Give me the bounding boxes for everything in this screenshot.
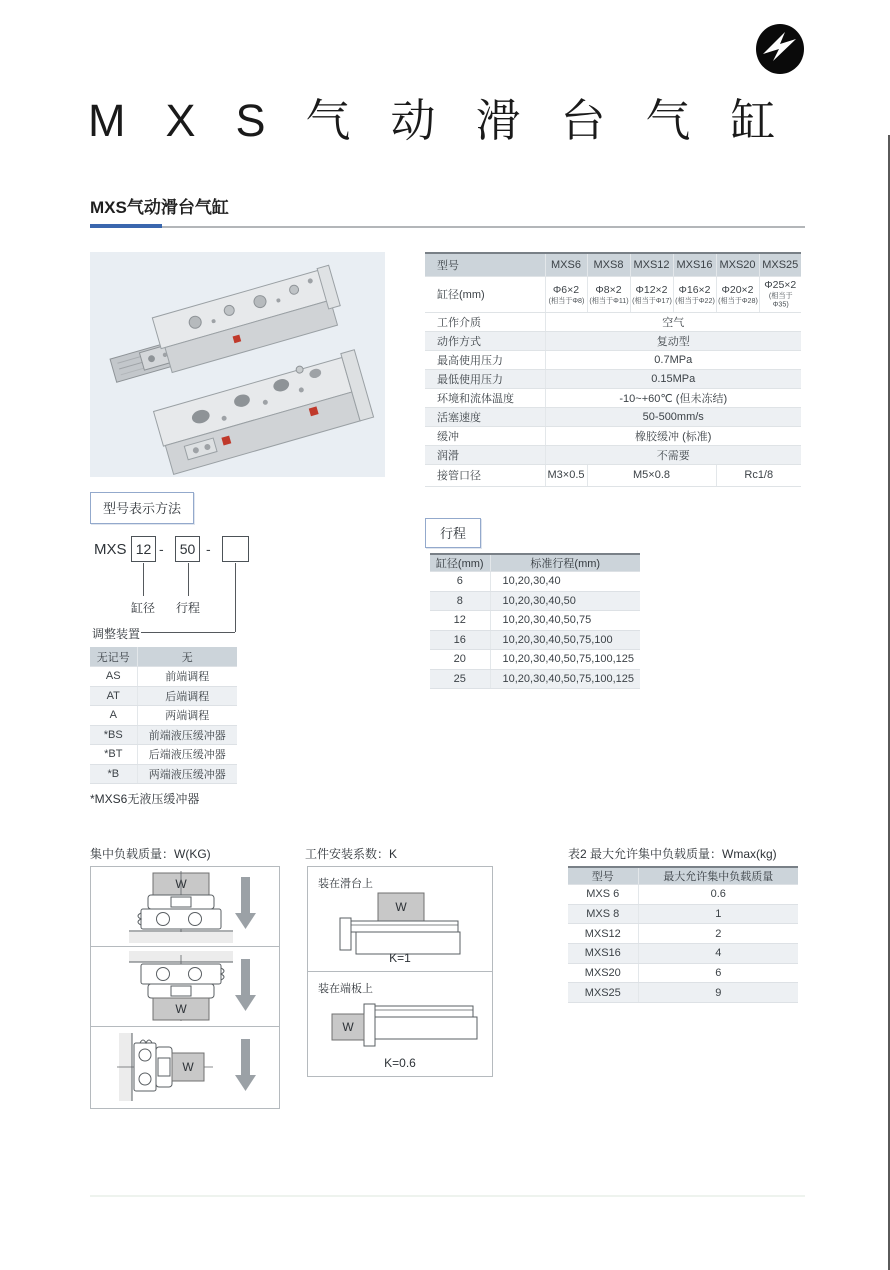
load-diagram-top bbox=[91, 867, 279, 947]
port-m3: M3×0.5 bbox=[545, 464, 587, 486]
adjuster-row: *BT 后端液压缓冲器 bbox=[90, 745, 237, 765]
adjuster-row: AS 前端调程 bbox=[90, 667, 237, 687]
lightning-logo-icon bbox=[755, 23, 805, 75]
svg-text:W: W bbox=[175, 1002, 187, 1016]
model-mxs12: MXS12 bbox=[630, 253, 673, 276]
bore-row bbox=[425, 276, 801, 312]
svg-text:W: W bbox=[182, 1060, 194, 1074]
bore-cell: Φ8×2 (相当于Φ11) bbox=[587, 276, 630, 312]
load-section-title: 集中负载质量：W(KG) bbox=[90, 847, 211, 861]
bore-cell: Φ25×2 (相当于Φ35) bbox=[759, 276, 801, 312]
stroke-title-box bbox=[425, 518, 481, 548]
stroke-header-row: 缸径(mm) 标准行程(mm) bbox=[430, 554, 640, 572]
leader-line bbox=[188, 563, 189, 596]
slide-cylinder-illustration bbox=[90, 252, 385, 477]
spec-row: 工作介质 空气 bbox=[425, 312, 801, 331]
heading-rule-blue bbox=[90, 224, 162, 228]
page-title: MXS气动滑台气缸 bbox=[88, 95, 816, 146]
wmax-header-row: 型号 最大允许集中负载质量 bbox=[568, 867, 798, 885]
model-designation-title-box bbox=[90, 492, 194, 524]
spec-row: 润滑 不需要 bbox=[425, 445, 801, 464]
spec-row: 缓冲 橡胶缓冲 (标准) bbox=[425, 426, 801, 445]
adjuster-row: AT 后端调程 bbox=[90, 686, 237, 706]
load-diagrams bbox=[90, 866, 280, 1109]
adjuster-code-box bbox=[222, 536, 249, 562]
load-diagram-bottom bbox=[91, 947, 279, 1027]
bore-cell: Φ6×2 (相当于Φ8) bbox=[545, 276, 587, 312]
stroke-row: 6 10,20,30,40 bbox=[430, 572, 640, 592]
stroke-code-label: 行程 bbox=[176, 601, 201, 615]
spec-row: 动作方式 复动型 bbox=[425, 331, 801, 350]
stroke-row: 8 10,20,30,40,50 bbox=[430, 591, 640, 611]
adjuster-label: 调整装置 bbox=[92, 627, 141, 641]
wmax-row: MXS20 6 bbox=[568, 963, 798, 983]
bore-code-label: 缸径 bbox=[131, 601, 156, 615]
stroke-title: 行程 bbox=[440, 526, 467, 541]
bore-label: 缸径(mm) bbox=[425, 276, 545, 312]
bore-cell: Φ20×2 (相当于Φ28) bbox=[716, 276, 759, 312]
wmax-table bbox=[568, 866, 798, 1003]
port-row: 接管口径 M3×0.5 M5×0.8 Rc1/8 bbox=[425, 464, 801, 486]
mounting-diagrams bbox=[307, 866, 493, 1077]
leader-line bbox=[143, 563, 144, 596]
mount-on-slide-panel bbox=[308, 867, 492, 972]
svg-text:W: W bbox=[342, 1019, 354, 1034]
adjuster-table bbox=[90, 647, 237, 784]
wmax-row: MXS25 9 bbox=[568, 983, 798, 1003]
model-mxs25: MXS25 bbox=[759, 253, 801, 276]
stroke-row: 16 10,20,30,40,50,75,100 bbox=[430, 630, 640, 650]
brand-logo bbox=[755, 23, 805, 75]
dash: - bbox=[159, 541, 164, 557]
leader-line bbox=[235, 563, 236, 632]
svg-text:W: W bbox=[395, 900, 407, 914]
model-designation-title: 型号表示方法 bbox=[103, 501, 182, 516]
load-top-mount-drawing bbox=[91, 867, 279, 946]
mount-panel-caption: 装在滑台上 bbox=[318, 878, 373, 890]
stroke-row: 25 10,20,30,40,50,75,100,125 bbox=[430, 669, 640, 689]
adjuster-header-row: 无记号 无 bbox=[90, 647, 237, 667]
leader-line bbox=[141, 632, 235, 633]
model-mxs6: MXS6 bbox=[545, 253, 587, 276]
model-mxs20: MXS20 bbox=[716, 253, 759, 276]
stroke-row: 20 10,20,30,40,50,75,100,125 bbox=[430, 650, 640, 670]
stroke-table bbox=[430, 553, 640, 689]
spec-table bbox=[425, 252, 801, 487]
wmax-row: MXS 8 1 bbox=[568, 904, 798, 924]
model-prefix: MXS bbox=[94, 541, 127, 558]
spec-row: 最低使用压力 0.15MPa bbox=[425, 369, 801, 388]
bore-cell: Φ16×2 (相当于Φ22) bbox=[673, 276, 716, 312]
load-ceiling-mount-drawing bbox=[91, 947, 279, 1026]
k-factor: K=0.6 bbox=[384, 1056, 416, 1070]
spec-row: 活塞速度 50-500mm/s bbox=[425, 407, 801, 426]
stroke-row: 12 10,20,30,40,50,75 bbox=[430, 611, 640, 631]
mount-on-endplate-panel bbox=[308, 972, 492, 1077]
section-heading: MXS气动滑台气缸 bbox=[90, 198, 229, 217]
footer-separator bbox=[90, 1195, 805, 1197]
load-wall-mount-drawing bbox=[91, 1027, 279, 1106]
bore-cell: Φ12×2 (相当于Φ17) bbox=[630, 276, 673, 312]
adjuster-row: *B 两端液压缓冲器 bbox=[90, 764, 237, 784]
footnote: *MXS6无液压缓冲器 bbox=[90, 792, 200, 806]
adjuster-row: A 两端调程 bbox=[90, 706, 237, 726]
model-mxs16: MXS16 bbox=[673, 253, 716, 276]
dash: - bbox=[206, 541, 211, 557]
model-mxs8: MXS8 bbox=[587, 253, 630, 276]
wmax-row: MXS 6 0.6 bbox=[568, 885, 798, 905]
product-photo bbox=[90, 252, 385, 477]
mount-panel-caption: 装在端板上 bbox=[318, 982, 373, 995]
spec-row: 最高使用压力 0.7MPa bbox=[425, 350, 801, 369]
svg-text:W: W bbox=[175, 877, 187, 891]
wmax-table-title: 表2 最大允许集中负载质量：Wmax(kg) bbox=[568, 847, 777, 861]
spec-row: 环境和流体温度 -10~+60℃ (但未冻结) bbox=[425, 388, 801, 407]
stroke-code-box: 50 bbox=[175, 536, 200, 562]
bore-code-box: 12 bbox=[131, 536, 156, 562]
spec-header-label: 型号 bbox=[425, 253, 545, 276]
load-diagram-side bbox=[91, 1027, 279, 1107]
port-m5: M5×0.8 bbox=[587, 464, 716, 486]
wmax-row: MXS12 2 bbox=[568, 924, 798, 944]
mounting-section-title: 工件安装系数：K bbox=[305, 847, 398, 861]
heading-rule-gray bbox=[90, 226, 805, 228]
adjuster-row: *BS 前端液压缓冲器 bbox=[90, 725, 237, 745]
wmax-row: MXS16 4 bbox=[568, 944, 798, 964]
port-rc: Rc1/8 bbox=[716, 464, 801, 486]
spec-header-row bbox=[425, 253, 801, 276]
k-factor: K=1 bbox=[389, 950, 411, 965]
